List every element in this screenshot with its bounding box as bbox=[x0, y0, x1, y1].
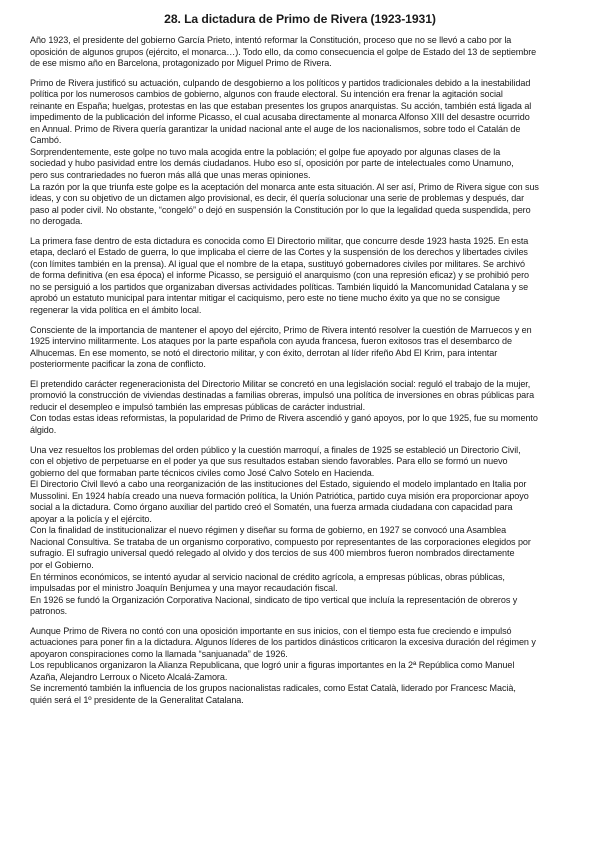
text-line: En 1926 se fundó la Organización Corporativa Nacional, sindicato de tipo vertical que incluía la representación de obreros y bbox=[30, 594, 518, 605]
text-line: sufragio. El sufragio universal quedó relegado al olvido y dos tercios de sus 400 miembros fueron nombrados directamente bbox=[30, 548, 515, 559]
text-line: álgido. bbox=[30, 424, 57, 435]
text-line: política por los numerosos cambios de gobierno, algunos con fraude electoral. Su intención era frenar la agitación social bbox=[30, 89, 503, 100]
text-line: Se incrementó también la influencia de los grupos nacionalistas radicales, como Estat Català, liderado por Francesc Macià, bbox=[30, 683, 516, 694]
text-line: Consciente de la importancia de mantener el apoyo del ejército, Primo de Rivera intentó resolver la cuestión de Marruecos y en bbox=[30, 324, 532, 335]
text-line: posteriormente pacificar la zona de conflicto. bbox=[30, 359, 206, 370]
paragraph bbox=[30, 325, 570, 371]
text-line: El pretendido carácter regeneracionista del Directorio Militar se concretó en una legislación social: reguló el trabajo de la mujer, bbox=[30, 378, 531, 389]
text-line: Sorprendentemente, este golpe no tuvo mala acogida entre la población; el golpe fue apoyado por algunas clases de la bbox=[30, 146, 501, 157]
text-line: en Annual. Primo de Rivera quería garantizar la unidad nacional ante el auge de los nacionalismos, sobre todo el Catalán de bbox=[30, 123, 521, 134]
text-line: actuaciones para poner fin a la dictadura. Algunos líderes de los partidos dinásticos criticaron la excesiva duración del régimen y bbox=[30, 637, 536, 648]
text-line: etapa, declaró el Estado de guerra, lo que implicaba el cierre de las Cortes y la suspensión de los derechos y libertades civiles bbox=[30, 247, 528, 258]
text-line: La primera fase dentro de esta dictadura es conocida como El Directorio militar, que concurre desde 1923 hasta 1925. En esta bbox=[30, 235, 529, 246]
text-line: Azaña, Alejandro Lerroux o Niceto Alcalá-Zamora. bbox=[30, 671, 228, 682]
text-line: Los republicanos organizaron la Alianza Republicana, que logró unir a figuras importantes en la 2ª República como Manuel bbox=[30, 660, 515, 671]
text-line: En términos económicos, se intentó ayudar al servicio nacional de crédito agrícola, a empresas públicas, obras públicas, bbox=[30, 571, 505, 582]
text-line: (con límites también en la prensa). Al igual que el nombre de la etapa, sustituyó gobernadores civiles por militares. Se archivó bbox=[30, 258, 525, 269]
paragraph-gap bbox=[30, 317, 570, 325]
text-line: oposición de algunos grupos (ejército, el monarca…). Todo ello, da como consecuencia el golpe de Estado del 13 de septiembre bbox=[30, 46, 537, 57]
text-line: sociedad y hubo pasividad entre los demás ciudadanos. Hubo eso sí, oposición por parte de intelectuales como Unamuno, bbox=[30, 158, 514, 169]
paragraph bbox=[30, 78, 570, 228]
text-line: Con todas estas ideas reformistas, la popularidad de Primo de Rivera ascendió y ganó apoyos, por lo que 1925, fue su momento bbox=[30, 413, 538, 424]
paragraph-gap bbox=[30, 618, 570, 626]
text-line: de forma definitiva (en esa época) el informe Picasso, se persiguió el anarquismo (con una represión eficaz) y se prohibió pero bbox=[30, 270, 530, 281]
text-line: Una vez resueltos los problemas del orden público y la cuestión marroquí, a finales de 1925 se estableció un Directorio Civil, bbox=[30, 444, 521, 455]
paragraph bbox=[30, 35, 570, 70]
paragraph-gap bbox=[30, 70, 570, 78]
text-line: gobierno del que formaban parte técnicos civiles como José Calvo Sotelo en Hacienda. bbox=[30, 467, 375, 478]
text-line: Nacional Consultiva. Se trataba de un organismo corporativo, compuesto por representantes de las corporaciones elegidos por bbox=[30, 536, 531, 547]
text-line: El Directorio Civil llevó a cabo una reorganización de las instituciones del Estado, siguiendo el modelo implantado en Italia por bbox=[30, 479, 527, 490]
text-line: Alhucemas. En ese momento, se notó el directorio militar, y con éxito, derrotan al líder rifeño Abd El Krim, para intentar bbox=[30, 347, 498, 358]
text-line: no se persiguió a los partidos que organizaban diversas actividades políticas. También liquidó la Mancomunidad Catalana y se bbox=[30, 281, 529, 292]
text-line: La razón por la que triunfa este golpe es la aceptación del monarca ante esta situación. Al ser así, Primo de Rivera sigue con sus bbox=[30, 181, 539, 192]
text-line: apoyaron conspiraciones como la llamada “sanjuanada” de 1926. bbox=[30, 648, 288, 659]
paragraph-gap bbox=[30, 371, 570, 379]
text-line: promovió la construcción de viviendas destinadas a familias obreras, impulsó una política de inversiones en obras públicas para bbox=[30, 390, 535, 401]
text-line: con el objetivo de perpetuarse en el poder ya que sus resultados estaban siendo favorables. Para ello se formó un nuevo bbox=[30, 456, 508, 467]
text-line: Cambó. bbox=[30, 135, 62, 146]
text-line: aprobó un estatuto municipal para intentar mitigar el caciquismo, pero este no tiene mucho éxito ya que no se consigue bbox=[30, 293, 501, 304]
text-line: por el Gobierno. bbox=[30, 559, 94, 570]
text-line: regenerar la vida política en el ámbito local. bbox=[30, 305, 202, 316]
paragraph bbox=[30, 445, 570, 618]
document-body bbox=[30, 35, 570, 707]
text-line: reinante en España; huelgas, protestas en las que estaban presentes los grupos anarquistas. Su acción, también está ligada al bbox=[30, 100, 532, 111]
text-line: ideas, y con su objetivo de un dictamen algo provisional, es decir, él quería solucionar una serie de problemas y después, dar bbox=[30, 193, 525, 204]
text-line: paso al poder civil. No obstante, “congeló” o dejó en suspensión la Constitución por lo que la legalidad queda suspendida, pero bbox=[30, 204, 531, 215]
paragraph bbox=[30, 626, 570, 707]
text-line: Año 1923, el presidente del gobierno García Prieto, intentó reformar la Constitución, proceso que no se llevó a cabo por la bbox=[30, 35, 512, 45]
text-line: apoyar a la policía y el ejército. bbox=[30, 513, 152, 524]
text-line: quién será el 1º presidente de la Generalitat Catalana. bbox=[30, 694, 244, 705]
text-line: pero sus contrariedades no fueron más allá que unas meras opiniones. bbox=[30, 170, 311, 181]
text-line: social a la dictadura. Como órgano auxiliar del partido creó el Somatén, una fuerza armada ciudadana con capacidad para bbox=[30, 502, 513, 513]
text-line: Mussolini. En 1924 había creado una nueva formación política, la Unión Patriótica, partido cuya misión era proporcionar apoyo bbox=[30, 490, 529, 501]
paragraph bbox=[30, 379, 570, 437]
text-line: patronos. bbox=[30, 606, 68, 617]
text-line: impulsadas por el ministro Joaquín Benjumea y una mayor recaudación fiscal. bbox=[30, 583, 338, 594]
page-title: 28. La dictadura de Primo de Rivera (1923-1931) bbox=[164, 12, 436, 26]
text-line: no derogada. bbox=[30, 216, 83, 227]
text-line: Con la finalidad de institucionalizar el nuevo régimen y diseñar su forma de gobierno, en 1927 se convocó una Asamblea bbox=[30, 525, 507, 536]
text-line: impedimento de la publicación del informe Picasso, el cual acusaba directamente al monarca Alfonso XIII del desastre ocurrido bbox=[30, 112, 530, 123]
paragraph-gap bbox=[30, 437, 570, 445]
paragraph bbox=[30, 236, 570, 317]
text-line: de ese mismo año en Barcelona, protagonizado por Miguel Primo de Rivera. bbox=[30, 58, 332, 69]
text-line: Primo de Rivera justificó su actuación, culpando de desgobierno a los políticos y partidos tradicionales debido a la inestabilidad bbox=[30, 77, 531, 88]
text-line: reducir el desempleo e impulsó también las empresas públicas de carácter industrial. bbox=[30, 401, 366, 412]
paragraph-gap bbox=[30, 228, 570, 236]
text-line: 1925 intervino militarmente. Los ataques por la parte española con ayuda francesa, fueron exitosos tras el desembarco de bbox=[30, 336, 512, 347]
text-line: Aunque Primo de Rivera no contó con una oposición importante en sus inicios, con el tiempo esta fue creciendo e impulsó bbox=[30, 625, 512, 636]
